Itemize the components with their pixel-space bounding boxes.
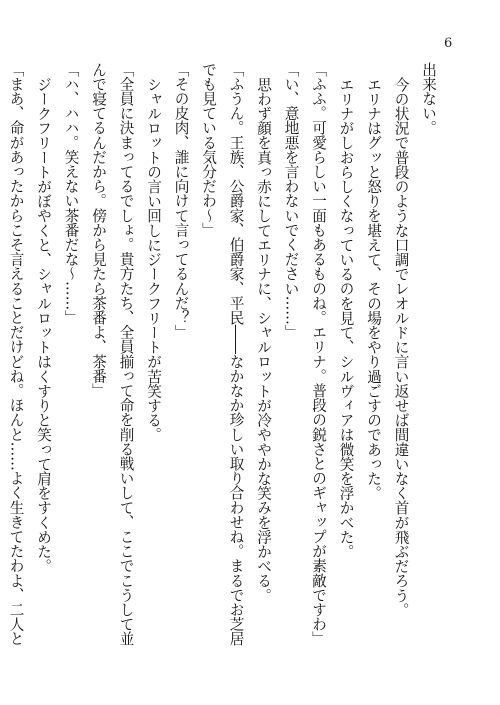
- text-line: 「全員に決まってるでしょ。貴方たち、全員揃って命を削る戦いして、ここでこうして並: [117, 62, 135, 646]
- text-line: シャルロットの言い回しにジークフリートが苦笑する。: [145, 76, 162, 442]
- text-line: 今の状況で普段のような口調でレオルドに言い返せば間違いなく首が飛ぶだろう。: [392, 76, 410, 617]
- text-line: ジークフリートがぼやくと、シャルロットはくすりと笑って肩をすくめた。: [35, 76, 52, 573]
- text-line: エリナがしおらしくなっているのを見て、シルヴィアは微笑を浮かべた。: [337, 76, 355, 559]
- text-line: エリナはグッと怒りを堪えて、その場をやり過ごすのであった。: [365, 76, 382, 500]
- text-line: でも見ている気分だわ～」: [200, 62, 217, 238]
- vertical-text-block: [0, 62, 442, 668]
- text-line: 「ふうん。王族、公爵家、伯爵家、平民――なかなか珍しい取り合わせね。まるでお芝居: [227, 62, 245, 646]
- text-line: 「い、意地悪を言わないでください……」: [282, 62, 300, 340]
- text-line: 「ふふ。可愛らしい一面もあるものね。エリナ。普段の鋭さとのギャップが素敵ですわ」: [310, 62, 327, 646]
- page-number: 6: [444, 36, 453, 51]
- text-line: 出来ない。: [420, 62, 437, 135]
- text-line: んで寝てるんだから。傍から見たら茶番よ、茶番」: [90, 62, 107, 398]
- text-line: 思わず顔を真っ赤にしてエリナに、シャルロットが冷ややかな笑みを浮かべる。: [255, 76, 272, 603]
- text-line: 「その皮肉、誰に向けて言ってるんだ？」: [172, 62, 190, 340]
- text-line: 「まあ、命があったからこそ言えることだけどね。ほんと……よく生きてたわよ、二人と: [7, 62, 25, 646]
- text-line: 「ハ、ハハ。笑えない茶番だな～……」: [62, 62, 80, 325]
